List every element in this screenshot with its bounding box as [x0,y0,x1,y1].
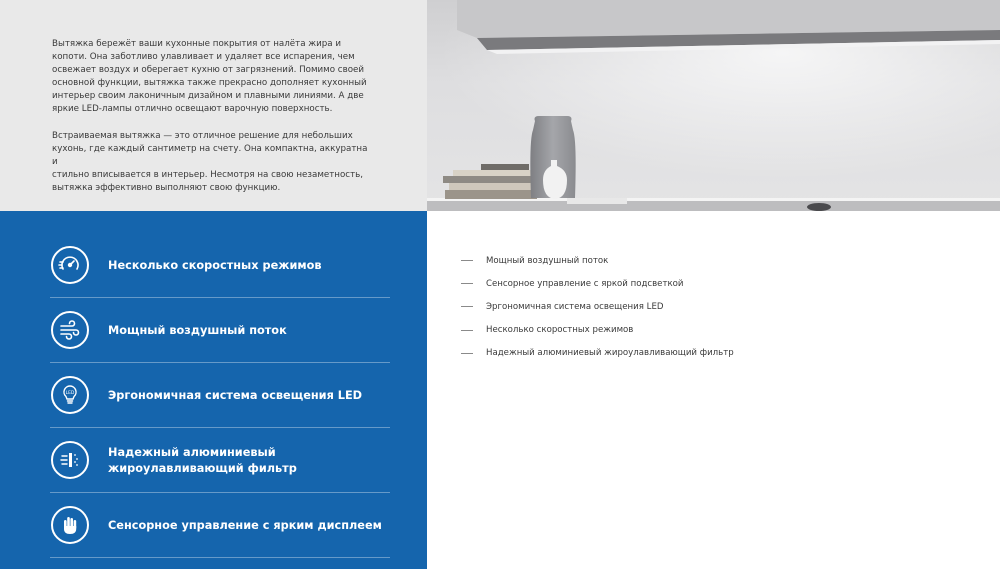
speedometer-icon [51,246,89,284]
dash-icon [461,260,473,261]
feature-item [50,233,390,298]
list-item [461,295,961,318]
list-item-label: Сенсорное управление с яркой подсветкой [486,278,684,289]
list-item [461,272,961,295]
list-item-label: Эргономичная система освещения LED [486,301,664,312]
dash-icon [461,330,473,331]
feature-label: Эргономичная система освещения LED [108,388,363,402]
features-panel [0,211,427,569]
kitchen-hood-photo [427,0,1000,211]
list-item [461,319,961,342]
feature-item [50,428,390,493]
touch-hand-icon [51,506,89,544]
features-list [461,249,961,365]
list-item [461,249,961,272]
dash-icon [461,283,473,284]
feature-label: Сенсорное управление с ярким дисплеем [108,518,382,532]
feature-label: Надежный алюминиевый жироулавливающий фильтр [108,445,297,475]
intro-text [52,38,372,208]
feature-item [50,493,390,558]
svg-text:LED: LED [65,391,75,396]
list-item-label: Надежный алюминиевый жироулавливающий фильтр [486,348,734,359]
led-bulb-icon [51,376,89,414]
feature-item [50,298,390,363]
intro-panel [0,0,427,211]
list-item [461,342,961,365]
intro-paragraph-1: Вытяжка бережёт ваши кухонные покрытия от налёта жира и копоти. Она заботливо улавливает и удаляет все испарения, чем освежает воздух и оберегает кухню от загрязнений. Помимо своей основной функции, вытяжка также прекрасно дополняет кухонный интерьер своим лаконичным дизайном и плавными линиями. А две яркие LED-лампы отлично освещают варочную поверхность. [52,39,367,115]
list-item-label: Несколько скоростных режимов [486,325,634,336]
feature-item [50,363,390,428]
grease-filter-icon [51,441,89,479]
dash-icon [461,306,473,307]
feature-label: Мощный воздушный поток [108,323,287,337]
list-item-label: Мощный воздушный поток [486,255,609,266]
intro-paragraph-2: Встраиваемая вытяжка — это отличное решение для небольших кухонь, где каждый сантиметр на счету. Она компактна, аккуратна и стильно вписывается в интерьер. Несмотря на свою незаметность, вытяжка эффективно выполняют свою функцию. [52,130,368,193]
airflow-icon [51,311,89,349]
feature-label: Несколько скоростных режимов [108,258,322,272]
dash-icon [461,353,473,354]
